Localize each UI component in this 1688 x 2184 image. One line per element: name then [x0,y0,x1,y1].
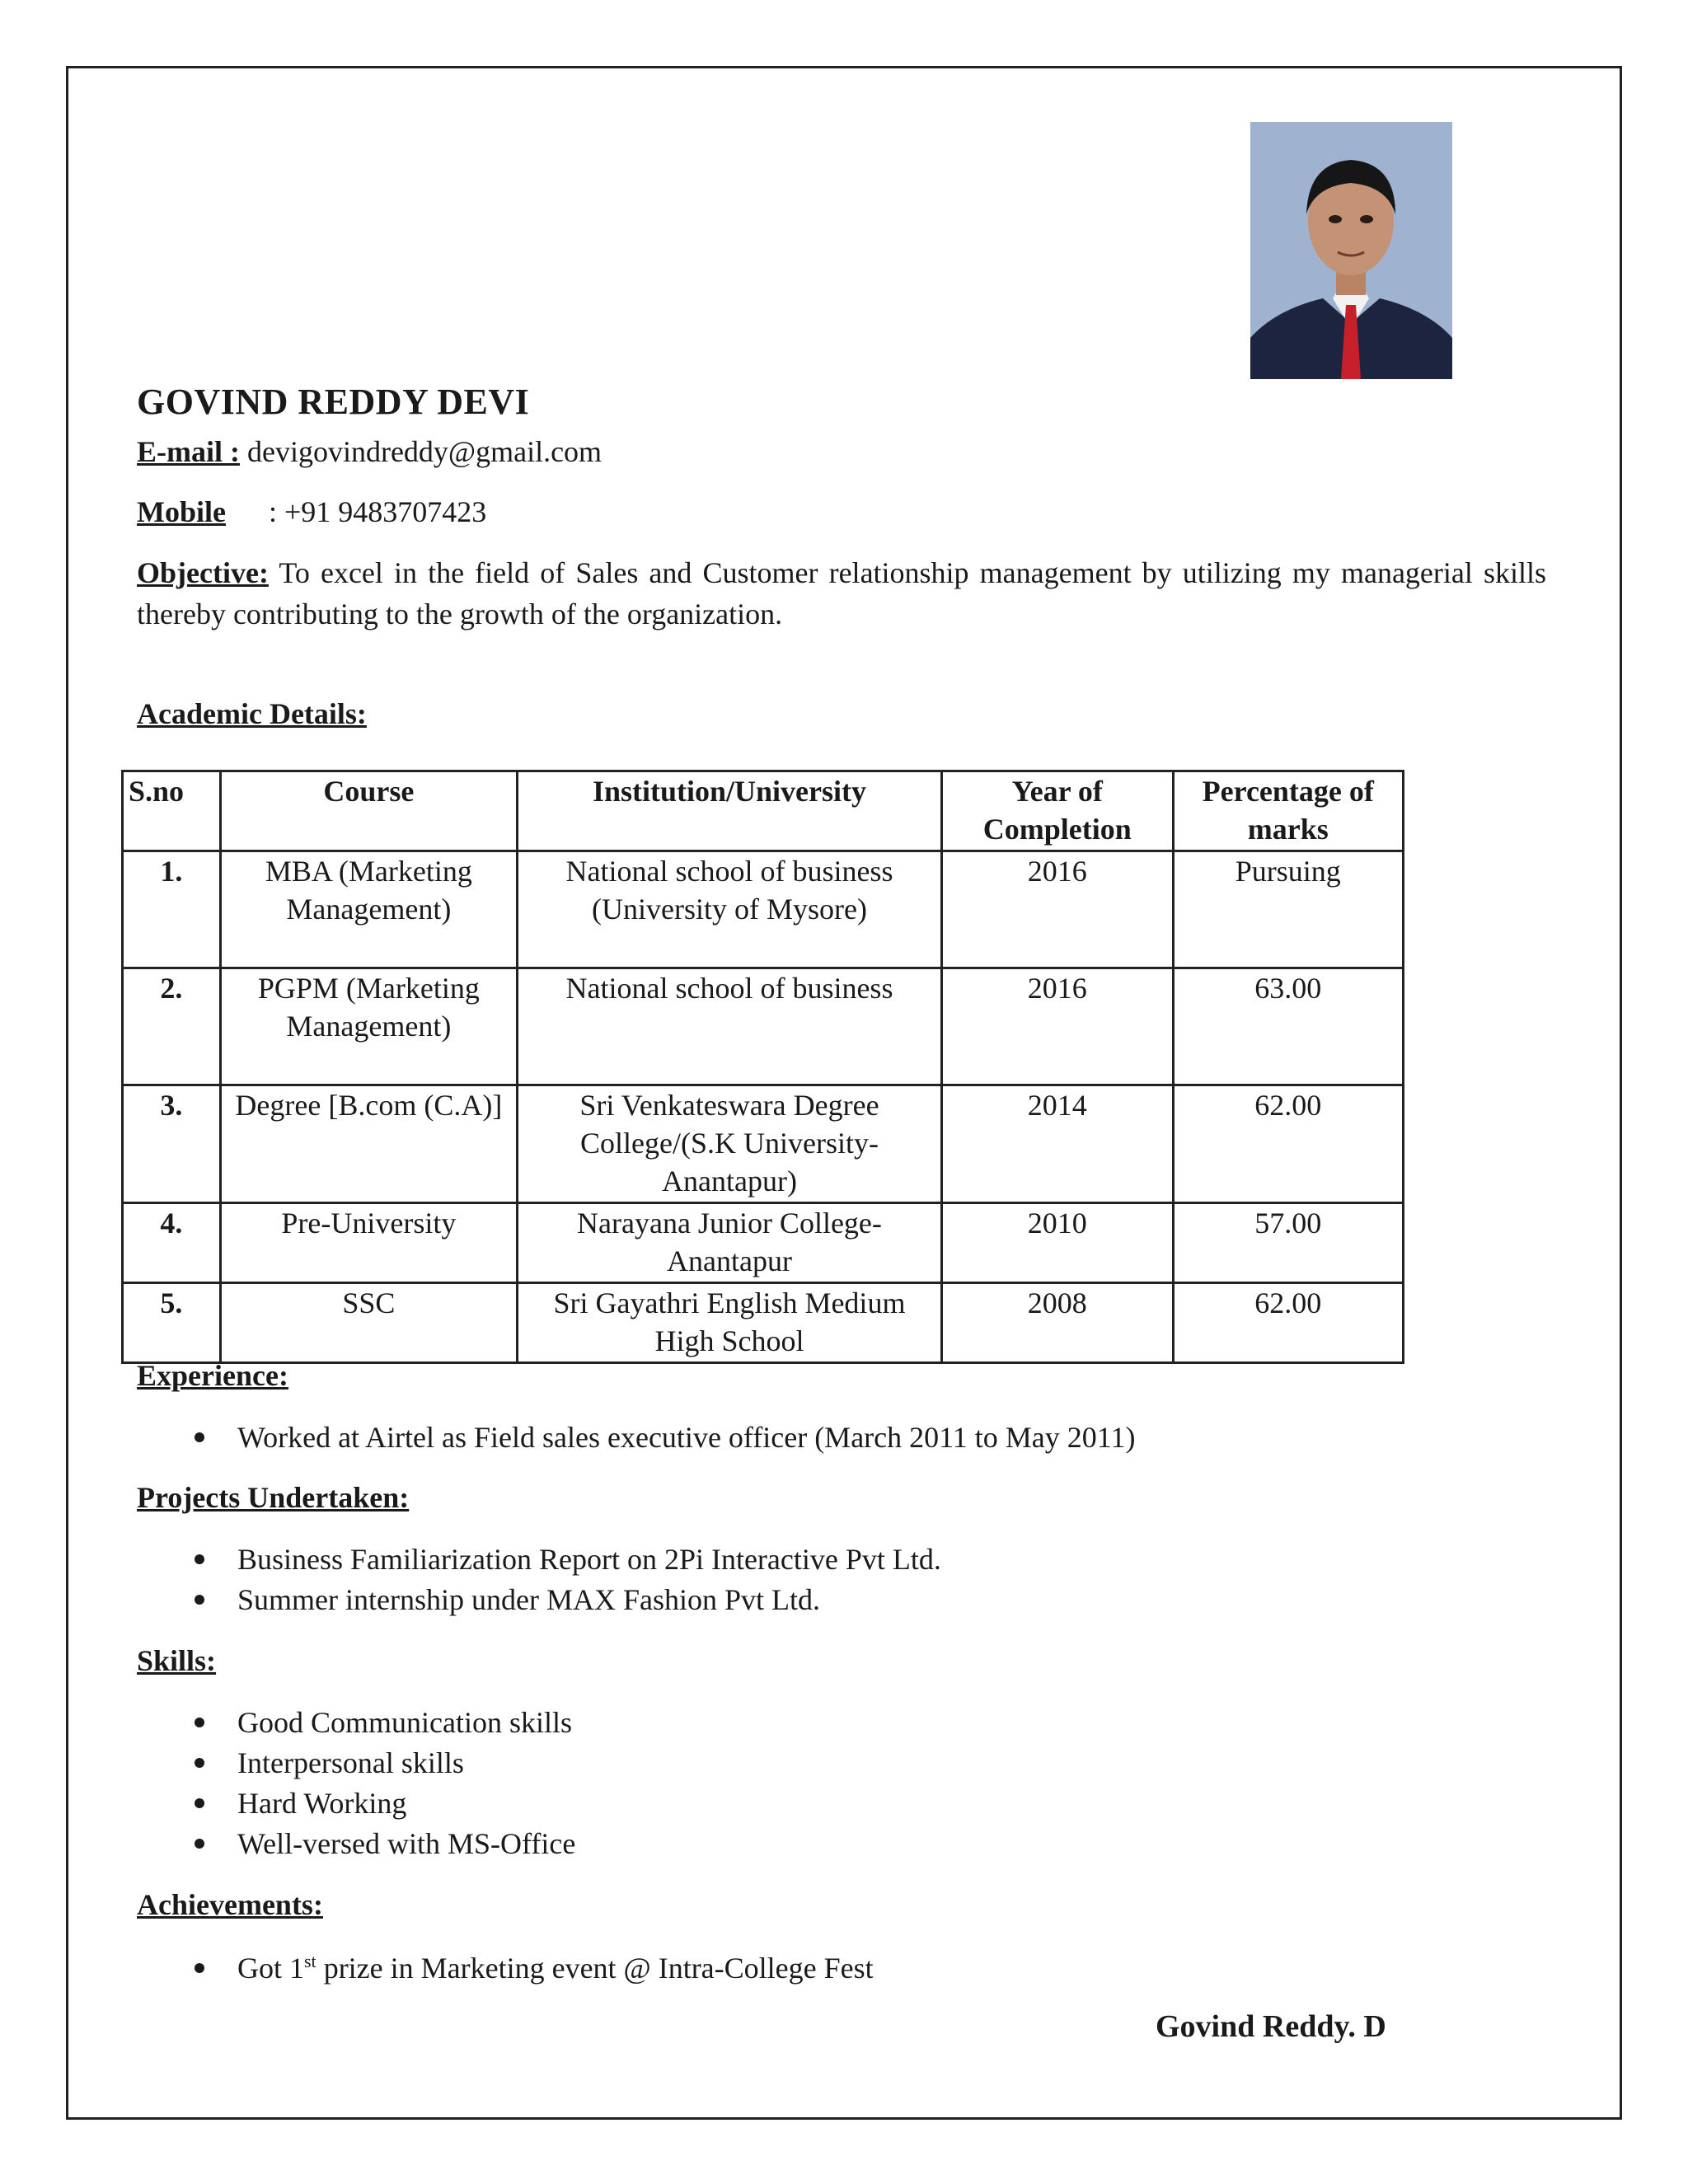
col-header-sno: S.no [123,771,221,851]
achievements-heading: Achievements: [137,1888,323,1921]
list-item-text: Well-versed with MS-Office [237,1827,576,1860]
row-year: 2016 [942,968,1174,1085]
bullet-icon [195,1595,204,1605]
list-item-text: Business Familiarization Report on 2Pi Interactive Pvt Ltd. [237,1543,941,1576]
bullet-icon [195,1798,204,1808]
signature: Govind Reddy. D [1156,2009,1386,2044]
skills-heading: Skills: [137,1644,217,1677]
list-item [137,1580,941,1620]
profile-photo [1250,122,1452,379]
objective-label: Objective: [137,556,269,589]
row-course: Degree [B.com (C.A)] [220,1085,517,1203]
col-header-percentage: Percentage of marks [1173,771,1403,851]
table-row [123,1085,1404,1203]
list-item [137,1743,575,1783]
bullet-icon [195,1839,204,1849]
row-sno: 3. [123,1085,221,1203]
list-item [137,1418,1135,1458]
row-year: 2014 [942,1085,1174,1203]
list-item-text: Worked at Airtel as Field sales executive officer (March 2011 to May 2011) [237,1421,1136,1454]
row-institution: Narayana Junior College-Anantapur [517,1203,941,1283]
list-item [137,1783,575,1824]
row-course: SSC [220,1283,517,1363]
row-course: MBA (Marketing Management) [220,851,517,968]
bullet-icon [195,1718,204,1727]
email-value: devigovindreddy@gmail.com [246,435,603,468]
list-item-text: Interpersonal skills [237,1746,464,1779]
objective-paragraph [137,552,1546,635]
row-year: 2010 [942,1203,1174,1283]
list-item [137,1824,575,1864]
achievements-list [137,1948,874,1989]
list-item-text: Hard Working [237,1787,407,1820]
table-row [123,1203,1404,1283]
achievement-sup: st [304,1951,316,1971]
row-institution: Sri Gayathri English Medium High School [517,1283,941,1363]
bullet-icon [195,1758,204,1768]
row-sno: 2. [123,968,221,1085]
list-item [137,1948,874,1989]
row-sno: 4. [123,1203,221,1283]
list-item [137,1703,575,1743]
mobile-label: Mobile [137,495,226,528]
skills-list [137,1703,575,1864]
table-row [123,968,1404,1085]
row-course: PGPM (Marketing Management) [220,968,517,1085]
list-item-text: Good Communication skills [237,1706,573,1739]
academic-table [121,770,1404,1364]
projects-list [137,1540,941,1620]
objective-text: To excel in the field of Sales and Customer relationship management by utilizing my managerial skills thereby contributing to the growth of the organization. [137,556,1546,630]
email-line [137,434,602,469]
table-row [123,851,1404,968]
row-sno: 5. [123,1283,221,1363]
mobile-line [137,494,486,529]
bullet-icon [195,1432,204,1442]
col-header-institution: Institution/University [517,771,941,851]
list-item [137,1540,941,1580]
experience-heading: Experience: [137,1359,288,1392]
col-header-year: Year of Completion [942,771,1174,851]
academic-heading: Academic Details: [137,697,367,730]
mobile-value: : +91 9483707423 [268,495,487,528]
row-year: 2008 [942,1283,1174,1363]
row-percentage: 62.00 [1173,1085,1403,1203]
list-item-text: Summer internship under MAX Fashion Pvt Ltd. [237,1583,820,1616]
row-institution: Sri Venkateswara Degree College/(S.K University-Anantapur) [517,1085,941,1203]
row-percentage: 62.00 [1173,1283,1403,1363]
row-course: Pre-University [220,1203,517,1283]
achievement-suffix: prize in Marketing event @ Intra-College Fest [316,1952,874,1985]
email-label: E-mail : [137,435,240,468]
row-institution: National school of business (University of Mysore) [517,851,941,968]
row-institution: National school of business [517,968,941,1085]
table-row [123,1283,1404,1363]
col-header-course: Course [220,771,517,851]
bullet-icon [195,1554,204,1564]
row-percentage: 63.00 [1173,968,1403,1085]
table-header-row [123,771,1404,851]
achievement-prefix: Got 1 [237,1952,304,1985]
row-percentage: 57.00 [1173,1203,1403,1283]
bullet-icon [195,1963,204,1973]
row-percentage: Pursuing [1173,851,1403,968]
experience-list [137,1418,1135,1458]
row-sno: 1. [123,851,221,968]
row-year: 2016 [942,851,1174,968]
candidate-name: GOVIND REDDY DEVI [137,382,530,422]
projects-heading: Projects Undertaken: [137,1481,410,1514]
